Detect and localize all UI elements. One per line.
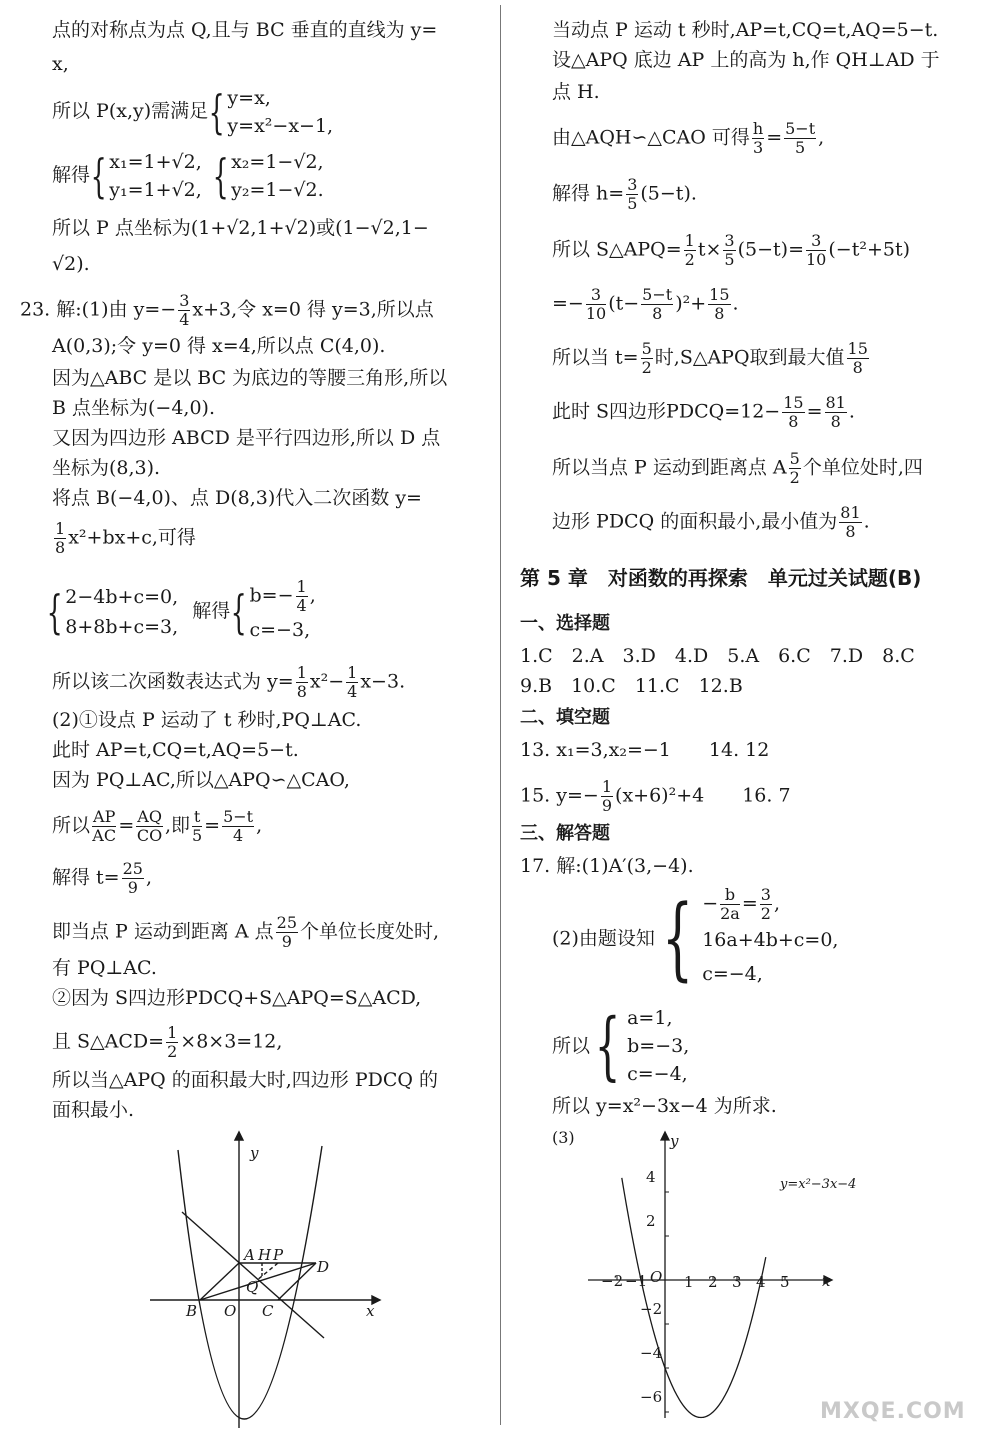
x-tick-label: −2	[601, 1272, 624, 1290]
fraction-denominator: 8	[652, 304, 663, 323]
text-line: 所以 y=x²−3x−4 为所求.	[552, 1095, 777, 1117]
text-fragment: (5−t)=	[737, 238, 804, 261]
fraction-denominator: 9	[127, 878, 138, 897]
text-line: (2)①设点 P 运动了 t 秒时,PQ⊥AC.	[52, 709, 362, 731]
fraction-numerator: 3	[806, 232, 826, 251]
fraction-denominator: 5	[191, 826, 203, 845]
fraction-numerator: 3	[586, 286, 606, 305]
fraction-denominator: 2	[760, 904, 771, 923]
text-fragment: 解:(1)由 y=−	[56, 298, 177, 321]
label-x: x	[822, 1272, 831, 1290]
fraction-denominator: 2	[641, 358, 652, 377]
fraction-numerator: 3	[724, 231, 735, 250]
text-fragment: 所以当点 P 运动到距离点 A	[552, 456, 787, 479]
text-fragment: t×	[697, 238, 722, 261]
system-row: c=−4,	[702, 963, 763, 985]
fraction-numerator: 1	[347, 663, 358, 682]
fraction-numerator: 5−t	[642, 285, 673, 304]
fraction-numerator: 1	[296, 577, 307, 596]
fraction-denominator: 10	[585, 304, 607, 323]
text-line: 设△APQ 底边 AP 上的高为 h,作 QH⊥AD 于	[552, 49, 940, 71]
text-line: 将点 B(−4,0)、点 D(8,3)代入二次函数 y=	[52, 487, 422, 509]
label-D: D	[317, 1258, 330, 1276]
y-tick-label: −2	[640, 1300, 663, 1318]
fraction-numerator: 15	[709, 285, 730, 304]
text-line: 有 PQ⊥AC.	[52, 957, 157, 979]
fraction-numerator: 81	[840, 503, 861, 522]
system-row: b=−	[249, 584, 294, 607]
fraction-numerator: t	[193, 807, 201, 826]
fraction-numerator: 5	[641, 339, 652, 358]
equation-system-line: 所以 P(x,y)需满足{ y=x, y=x²−x−1,	[52, 85, 334, 139]
function-label: y=x²−3x−4	[780, 1177, 857, 1192]
text-line: 点 H.	[552, 81, 600, 103]
text-fragment: 时,S△APQ取到最大值	[654, 346, 845, 369]
problem-23-line	[20, 292, 434, 329]
fraction-denominator: AC	[92, 826, 117, 845]
text-line: =− $\frac{3}{10}$ (t− $\frac{5-t}{8}$ )²+ $\frac{15}{8}$ .	[552, 285, 739, 323]
y-axis-arrow	[661, 1132, 669, 1140]
equation-system-line: (2)由题设知{ − $\frac{b}{2a}$ = $\frac{3}{2}$ , 16a+4b+c=0, c=−4,	[552, 885, 839, 991]
fraction-denominator: 3	[752, 138, 764, 157]
fraction-numerator: 1	[296, 663, 307, 682]
text-fragment: 解得	[52, 164, 91, 186]
system-row: y₂=1−√2.	[231, 179, 324, 201]
section-heading: 二、填空题	[520, 707, 610, 728]
text-line	[52, 664, 405, 701]
fraction-denominator: 8	[55, 538, 66, 557]
geometry-figure	[140, 1130, 390, 1430]
fraction-denominator: 2	[167, 1042, 178, 1061]
fraction-denominator: 4	[179, 310, 190, 329]
text-line: 所以当△APQ 的面积最大时,四边形 PDCQ 的	[52, 1069, 438, 1091]
fraction-numerator: 5	[789, 449, 800, 468]
text-line: ②因为 S四边形PDCQ+S△APQ=S△ACD,	[52, 987, 422, 1009]
text-fragment: 所以 P(x,y)需满足	[52, 100, 209, 122]
text-line: 所以 $\frac{AP}{AC}$ = $\frac{AQ}{CO}$ ,即 $\frac{t}{5}$ = $\frac{5-t}{4}$ ,	[52, 807, 263, 845]
fraction-denominator: 4	[347, 682, 358, 701]
fraction-denominator: 9	[281, 932, 292, 951]
text-fragment: x²−	[309, 670, 345, 693]
text-line	[52, 520, 196, 557]
fraction-denominator: 5	[795, 138, 806, 157]
function-graph	[588, 1130, 880, 1420]
fraction-denominator: 5	[627, 194, 638, 213]
text-fragment: 所以	[52, 814, 91, 837]
y-tick-label: 4	[646, 1168, 656, 1186]
watermark: MXQE.COM	[820, 1399, 966, 1424]
text-line: A(0,3);令 y=0 得 x=4,所以点 C(4,0).	[52, 335, 386, 357]
text-fragment: 此时 S四边形PDCQ=12−	[552, 400, 781, 423]
text-fragment: (x+6)²+4 16. 7	[615, 784, 791, 807]
text-fragment: 解得 h=	[552, 182, 625, 205]
text-line	[552, 176, 697, 213]
text-fragment: 解得	[192, 599, 231, 622]
text-line: 解得 t= $\frac{25}{9}$ ,	[52, 859, 153, 897]
text-line: 面积最小.	[52, 1099, 135, 1121]
text-fragment: (t−	[608, 292, 640, 315]
fraction-denominator: 8	[788, 412, 799, 431]
section-heading: 一、选择题	[520, 613, 610, 634]
chapter-heading: 第 5 章 对函数的再探索 单元过关试题(B)	[520, 566, 922, 590]
text-line: 点的对称点为点 Q,且与 BC 垂直的直线为 y=	[52, 19, 438, 41]
text-fragment: (−t²+5t)	[828, 238, 910, 261]
text-line: x,	[52, 53, 69, 75]
text-line	[552, 232, 910, 269]
text-line	[552, 450, 923, 487]
text-fragment: 个单位处时,四	[802, 456, 923, 479]
fraction-numerator: 15	[783, 393, 804, 412]
text-line: 因为△ABC 是以 BC 为底边的等腰三角形,所以	[52, 367, 448, 389]
system-row: a=1,	[627, 1007, 673, 1029]
column-divider	[500, 5, 501, 1425]
fraction-numerator: 3	[760, 885, 771, 904]
text-fragment: 所以 S△APQ=	[552, 238, 682, 261]
x-tick-label: 4	[756, 1273, 766, 1291]
label-y: y	[250, 1144, 259, 1162]
equation-system-line: 所以{ a=1, b=−3, c=−4,	[552, 1003, 690, 1089]
fraction-numerator: AQ	[137, 807, 162, 826]
fraction-denominator: 2	[684, 250, 695, 269]
text-fragment: 所以	[552, 1035, 591, 1057]
y-tick-label: −4	[640, 1344, 663, 1362]
system-row: 8+8b+c=3,	[65, 615, 179, 638]
text-line: 因为 PQ⊥AC,所以△APQ∽△CAO,	[52, 769, 350, 791]
fraction-denominator: 2a	[720, 904, 740, 923]
fraction-denominator: 5	[724, 250, 735, 269]
x-tick-label: 3	[732, 1273, 742, 1291]
fraction-numerator: 3	[627, 175, 638, 194]
system-row: 2−4b+c=0,	[65, 585, 179, 608]
text-fragment: 且 S△ACD=	[52, 1030, 165, 1053]
fraction-numerator: 1	[167, 1023, 178, 1042]
text-fragment: 解得 t=	[52, 866, 120, 889]
system-row: c=−4,	[627, 1063, 688, 1085]
fraction-denominator: 8	[845, 522, 856, 541]
equation-system-line: { 2−4b+c=0, 8+8b+c=3, 解得{ b=− $\frac{1}{4}$ , c=−3,	[46, 578, 316, 645]
text-fragment: 即当点 P 运动到距离 A 点	[52, 920, 274, 943]
text-line: 边形 PDCQ 的面积最小,最小值为 $\frac{81}{8}$ .	[552, 503, 870, 541]
fraction-denominator: 8	[852, 358, 863, 377]
text-line: 此时 AP=t,CQ=t,AQ=5−t.	[52, 739, 299, 761]
fraction-numerator: 15	[847, 339, 868, 358]
fraction-numerator: 25	[276, 913, 298, 932]
system-row: 16a+4b+c=0,	[702, 929, 839, 951]
text-line	[52, 1024, 282, 1061]
x-tick-label: 1	[684, 1273, 694, 1291]
fraction-numerator: b	[720, 886, 740, 905]
label-C: C	[262, 1302, 274, 1320]
text-line: 此时 S四边形PDCQ=12− $\frac{15}{8}$ = $\frac{81}{8}$ .	[552, 393, 855, 431]
x-tick-label: 5	[780, 1273, 790, 1291]
label-y: y	[670, 1132, 679, 1150]
y-axis-arrow	[235, 1132, 243, 1140]
fraction-denominator: 2	[789, 468, 800, 487]
system-row: y₁=1+√2,	[109, 179, 202, 201]
fraction-numerator: 1	[684, 231, 695, 250]
text-line: 当动点 P 运动 t 秒时,AP=t,CQ=t,AQ=5−t.	[552, 19, 939, 41]
text-fragment: 所以该二次函数表达式为 y=	[52, 670, 294, 693]
text-fragment: x−3.	[360, 670, 406, 693]
fraction-numerator: 25	[122, 859, 143, 878]
answer-line: 9.B 10.C 11.C 12.B	[520, 675, 743, 697]
fraction-denominator: 4	[233, 826, 244, 845]
section-heading: 三、解答题	[520, 823, 610, 844]
system-row: y=x,	[227, 87, 271, 109]
fraction-numerator: 5−t	[223, 807, 254, 826]
text-line: B 点坐标为(−4,0).	[52, 397, 216, 419]
label-Q: Q	[246, 1278, 259, 1296]
system-row: x₂=1−√2,	[231, 151, 324, 173]
text-fragment: (5−t).	[640, 182, 697, 205]
text-fragment: ×8×3=12,	[180, 1030, 283, 1053]
label-origin: O	[650, 1268, 663, 1286]
text-line: √2).	[52, 253, 90, 275]
label-x: x	[366, 1302, 375, 1320]
label-H: H	[258, 1246, 272, 1264]
fraction-denominator: 4	[296, 596, 307, 615]
system-row: b=−3,	[627, 1035, 690, 1057]
fraction-denominator: 8	[830, 412, 841, 431]
fraction-numerator: 1	[601, 777, 613, 796]
y-tick-label: 2	[646, 1212, 656, 1230]
text-fragment: 15. y=−	[520, 784, 599, 807]
text-fragment: ,即	[164, 814, 190, 837]
text-fragment: =	[806, 400, 823, 423]
text-line	[52, 914, 439, 951]
label-O: O	[224, 1302, 237, 1320]
problem-number: 23.	[20, 298, 51, 321]
text-line	[552, 340, 871, 377]
system-row: x₁=1+√2,	[109, 151, 202, 173]
x-tick-label: 2	[708, 1273, 718, 1291]
answer-line: 1.C 2.A 3.D 4.D 5.A 6.C 7.D 8.C	[520, 645, 915, 667]
fraction-numerator: h	[752, 119, 764, 138]
parabola-curve	[622, 1178, 766, 1418]
text-line: 17. 解:(1)A′(3,−4).	[520, 855, 694, 877]
fraction-denominator: 10	[806, 250, 827, 269]
text-fragment: x+3,令 x=0 得 y=3,所以点	[192, 298, 434, 321]
fraction-denominator: 8	[714, 304, 725, 323]
system-row: y=x²−x−1,	[227, 115, 334, 137]
fraction-numerator: 3	[179, 291, 190, 310]
text-fragment: =−	[552, 292, 584, 315]
fraction-numerator: 1	[55, 519, 66, 538]
text-fragment: 边形 PDCQ 的面积最小,最小值为	[552, 510, 838, 533]
x-tick-label: −1	[625, 1272, 648, 1290]
text-fragment: (2)由题设知	[552, 927, 655, 950]
label-A: A	[244, 1246, 255, 1264]
answer-line: 13. x₁=3,x₂=−1 14. 12	[520, 739, 770, 761]
system-row: −	[702, 892, 719, 915]
fraction-numerator: 81	[825, 393, 846, 412]
label-B: B	[186, 1302, 198, 1320]
text-line: 又因为四边形 ABCD 是平行四边形,所以 D 点	[52, 427, 441, 449]
system-row: c=−3,	[249, 619, 311, 641]
text-line: (3)	[552, 1128, 575, 1147]
equation-system-line: 解得{ x₁=1+√2, y₁=1+√2, { x₂=1−√2, y₂=1−√2.	[52, 149, 324, 203]
fraction-numerator: AP	[93, 807, 116, 826]
fraction-numerator: 5−t	[785, 119, 816, 138]
text-fragment: )²+	[675, 292, 707, 315]
fraction-denominator: CO	[136, 826, 163, 845]
fraction-denominator: 9	[601, 796, 613, 815]
text-line: 所以 P 点坐标为(1+√2,1+√2)或(1−√2,1−	[52, 217, 429, 239]
fraction-denominator: 8	[296, 682, 307, 701]
text-fragment: 由△AQH∽△CAO 可得	[552, 126, 750, 149]
text-line: 坐标为(8,3).	[52, 457, 161, 479]
answer-line	[520, 778, 791, 815]
label-P: P	[273, 1246, 284, 1264]
text-fragment: x²+bx+c,可得	[68, 526, 196, 549]
text-line: 由△AQH∽△CAO 可得 $\frac{h}{3}$ = $\frac{5-t}{5}$ ,	[552, 119, 825, 157]
text-fragment: 所以当 t=	[552, 346, 639, 369]
text-fragment: 个单位长度处时,	[300, 920, 440, 943]
y-tick-label: −6	[640, 1388, 663, 1406]
